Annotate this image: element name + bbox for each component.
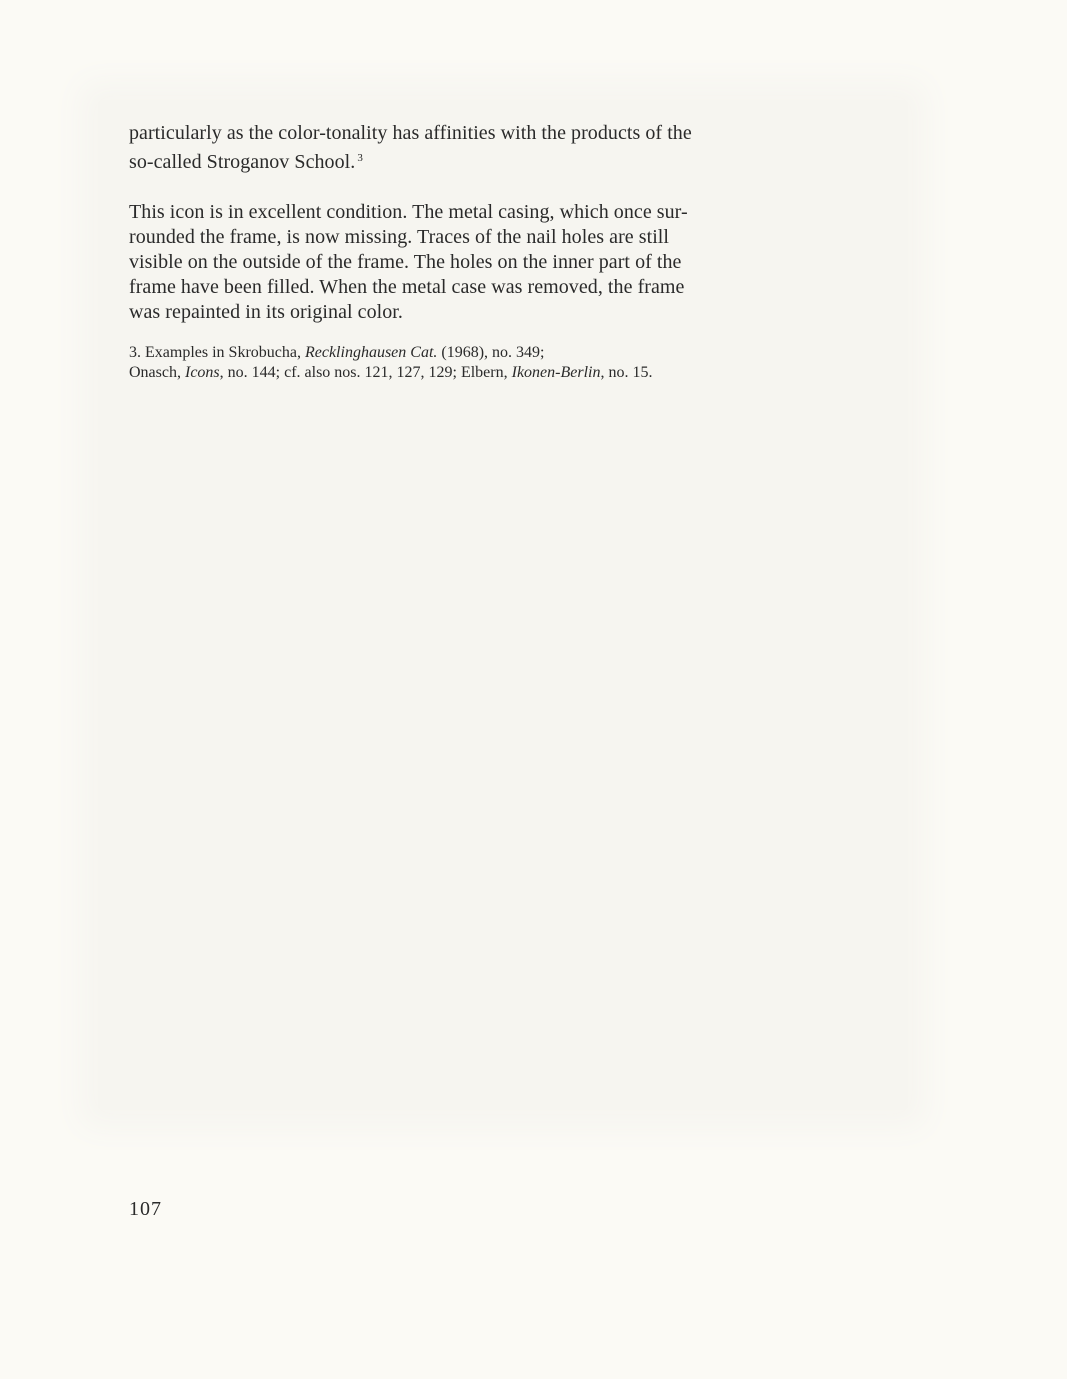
text-line-content: so-called Stroganov School. — [129, 151, 356, 173]
text-line: was repainted in its original color. — [129, 301, 403, 323]
text-line: rounded the frame, is now missing. Traces of the nail holes are still — [129, 226, 670, 248]
footnote-line — [129, 343, 779, 363]
paragraph-condition — [129, 200, 779, 325]
footnote-text: (1968), no. 349; — [437, 344, 545, 361]
footnote-text: 3. Examples in Skrobucha, — [129, 344, 305, 361]
text-line: frame have been filled. When the metal case was removed, the frame — [129, 276, 685, 298]
footnote-text: Onasch, — [129, 364, 185, 381]
page-number: 107 — [129, 1198, 162, 1220]
text-line — [129, 146, 779, 175]
text-line: visible on the outside of the frame. The holes on the inner part of the — [129, 251, 682, 273]
text-line: This icon is in excellent condition. The metal casing, which once sur- — [129, 201, 688, 223]
text-line: particularly as the color-tonality has affinities with the products of the — [129, 122, 692, 144]
footnote-line — [129, 363, 779, 383]
footnote-text: , no. 144; cf. also nos. 121, 127, 129; Elbern, — [219, 364, 512, 381]
footnote-text: , no. 15. — [600, 364, 653, 381]
footnote-3 — [129, 343, 779, 383]
footnote-citation-title: Icons — [184, 364, 220, 381]
footnote-citation-title: Recklinghausen Cat. — [304, 344, 438, 361]
footnote-citation-title: Ikonen-Berlin — [511, 364, 601, 381]
paragraph-continuation — [129, 121, 779, 175]
body-text — [129, 121, 779, 383]
footnote-reference: 3 — [357, 152, 363, 164]
